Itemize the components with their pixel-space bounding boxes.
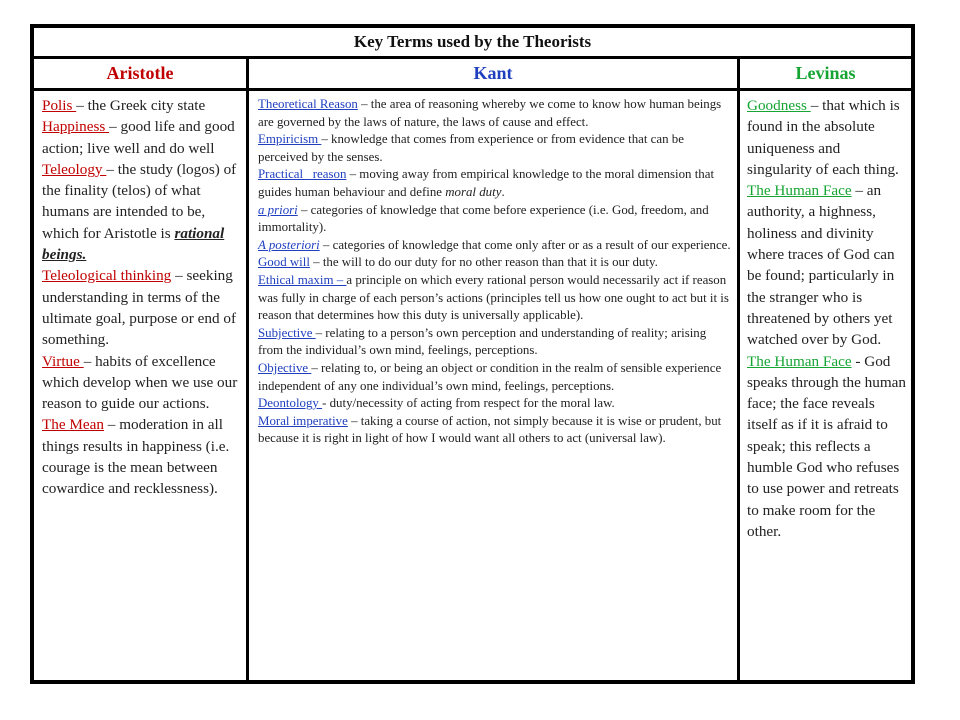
definition: – habits of excellence which develop when we use our reason to guide our actions. — [42, 352, 238, 413]
term-practical-reason: Practical reason — [258, 167, 347, 182]
kant-entry — [258, 325, 731, 360]
kant-entry — [258, 360, 731, 395]
definition: – the Greek city state — [76, 97, 206, 114]
term-a-posteriori: A posteriori — [258, 237, 320, 252]
aristotle-entry — [42, 265, 242, 350]
definition: - duty/necessity of acting from respect for the moral law. — [322, 396, 615, 411]
header-row — [34, 59, 911, 88]
emphasis-moral-duty: moral duty — [445, 184, 502, 199]
definition: – knowledge that comes from experience or from evidence that can be perceived by the senses. — [258, 132, 684, 164]
term-goodness: Goodness — [747, 97, 811, 114]
header-aristotle: Aristotle — [34, 59, 246, 88]
table-title: Key Terms used by the Theorists — [34, 28, 911, 56]
kant-entry — [258, 413, 731, 448]
term-theoretical-reason: Theoretical Reason — [258, 97, 358, 111]
kant-entry — [258, 272, 731, 325]
kant-entry — [258, 96, 731, 131]
definition-tail: . — [501, 184, 505, 199]
term-teleological-thinking: Teleological thinking — [42, 267, 172, 285]
definition: – the study (logos) of the finality (telos) of what humans are intended to be, which for Aristotle is — [42, 160, 237, 242]
term-subjective: Subjective — [258, 325, 316, 340]
term-good-will: Good will — [258, 255, 310, 270]
definition: – the area of reasoning whereby we come to know how human beings are governed by the laws of nature, the laws of cause and effect. — [258, 97, 722, 129]
aristotle-entry — [42, 95, 242, 116]
levinas-cell — [740, 91, 911, 680]
term-happiness: Happiness — [42, 118, 110, 136]
body-row — [34, 91, 911, 680]
term-virtue: Virtue — [42, 352, 84, 370]
definition: – categories of knowledge that come before experience (i.e. God, freedom, and immortality). — [258, 202, 709, 235]
kant-entry — [258, 395, 731, 413]
aristotle-entry — [42, 159, 242, 265]
kant-entry — [258, 202, 731, 237]
definition: – the will to do our duty for no other reason than that it is our duty. — [309, 255, 658, 270]
term-ethical-maxim: Ethical maxim – — [258, 272, 347, 287]
levinas-entry — [747, 180, 907, 350]
definition: – taking a course of action, not simply because it is wise or prudent, but because it is right in light of how I would want all others to act (universal law). — [258, 413, 722, 446]
definition: a principle on which every rational person would necessarily act if reason was fully in charge of each person’s actions (principles tell us how one ought to act but it is reason that determines how this duty is universally applicable). — [258, 272, 729, 323]
definition: – categories of knowledge that come only after or as a result of our experience. — [319, 237, 731, 252]
kant-entry — [258, 237, 731, 255]
term-the-mean: The Mean — [42, 416, 104, 434]
aristotle-entry — [42, 414, 242, 499]
definition: - God speaks through the human face; the face reveals itself as if it is afraid to speak; this reflects a humble God who refuses to use power and retreats to make room for the other. — [747, 352, 907, 540]
aristotle-cell — [34, 91, 246, 680]
kant-entry — [258, 131, 731, 166]
kant-entry — [258, 254, 731, 272]
term-teleology: Teleology — [42, 160, 107, 178]
definition: – moving away from empirical knowledge to the moral dimension that guides human behaviour and define — [258, 167, 715, 199]
header-kant: Kant — [249, 59, 737, 88]
kant-cell — [249, 91, 737, 680]
definition: – moderation in all things results in happiness (i.e. courage is the mean between cowardice and recklessness). — [42, 416, 230, 498]
emphasis-rational-beings: rational beings. — [42, 224, 225, 264]
definition: – an authority, a highness, holiness and divinity where traces of God can be found; particularly in the stranger who is threatened by others yet watched over by God. — [747, 182, 895, 349]
definition: – relating to, or being an object or condition in the realm of sensible experience independent of any one individual’s own mind, feelings, perceptions. — [258, 360, 722, 393]
levinas-entry — [747, 95, 907, 180]
term-polis: Polis — [42, 97, 77, 114]
term-the-human-face-2: The Human Face — [747, 352, 852, 370]
term-empiricism: Empiricism — [258, 132, 322, 147]
definition: – good life and good action; live well and do well — [42, 118, 235, 157]
definition: – seeking understanding in terms of the ultimate goal, purpose or end of something. — [42, 267, 237, 349]
aristotle-entry — [42, 351, 242, 415]
key-terms-table — [30, 24, 915, 684]
term-deontology: Deontology — [258, 396, 323, 411]
kant-entry — [258, 166, 731, 201]
term-objective: Objective — [258, 360, 312, 375]
definition: – that which is found in the absolute uniqueness and singularity of each thing. — [747, 97, 900, 178]
term-moral-imperative: Moral imperative — [258, 413, 348, 428]
aristotle-entry — [42, 116, 242, 159]
definition: – relating to a person’s own perception and understanding of reality; arising from the individual’s own mind, feelings, perceptions. — [258, 325, 707, 358]
term-the-human-face: The Human Face — [747, 182, 852, 200]
header-levinas: Levinas — [740, 59, 911, 88]
levinas-entry — [747, 351, 907, 543]
term-a-priori: a priori — [258, 202, 298, 217]
